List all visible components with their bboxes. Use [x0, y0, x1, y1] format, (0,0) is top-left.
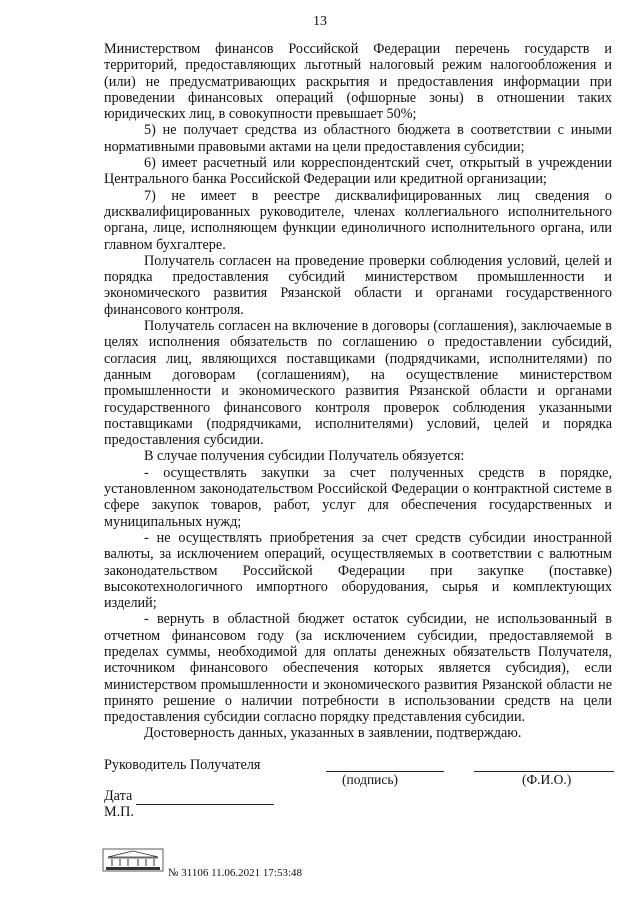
paragraph: - вернуть в областной бюджет остаток субсидии, не использованный в отчетном финансовом году (за исключением субсидии, предоставляемой в пределах суммы, необходимой для оплаты денежных обязательств Получателя, источником финансового обеспечения которых является субсидия), если министерством промышленности и экономического развития Рязанской области не принято решение о наличии потребности в использовании средств на цели предоставления субсидии согласно порядку представления субсидии. — [104, 611, 612, 726]
date-label: Дата — [104, 788, 133, 804]
document-stamp: № 31106 11.06.2021 17:53:48 — [168, 867, 303, 879]
paragraph: Получатель согласен на проведение проверки соблюдения условий, целей и порядка предоставления субсидий министерством промышленности и экономического развития Рязанской области и органами государственного финансового контроля. — [104, 252, 612, 318]
page-number: 13 — [313, 14, 327, 29]
fio-caption: (Ф.И.О.) — [522, 772, 572, 787]
government-building-icon — [102, 848, 164, 872]
paragraph: - не осуществлять приобретения за счет средств субсидии иностранной валюты, за исключением операций, осуществляемых в соответствии с валютным законодательством Российской Федерации при закупке (поставке) высокотехнологичного импортного оборудования, сырья и комплектующих изделий; — [104, 529, 612, 612]
signature-caption: (подпись) — [342, 772, 399, 787]
paragraph: - осуществлять закупки за счет полученных средств в порядке, установленном законодательством Российской Федерации о контрактной системе в сфере закупок товаров, работ, услуг для обеспечения государственных и муниципальных нужд; — [104, 464, 612, 530]
paragraph: 7) не имеет в реестре дисквалифицированных лиц сведения о дисквалифицированных руководителе, членах коллегиального исполнительного органа, лице, исполняющем функции единоличного исполнительного органа, или главном бухгалтере. — [104, 187, 612, 253]
paragraph: Получатель согласен на включение в договоры (соглашения), заключаемые в целях исполнения обязательств по соглашению о предоставлении субсидий, согласия лиц, являющихся поставщиками (подрядчиками, исполнителями) по данным договорам (соглашениям), на осуществление министерством промышленности и экономического развития Рязанской области и органами государственного финансового контроля проверок соблюдения указанными поставщиками (подрядчиками, исполнителями) условий, целей и порядка предоставления субсидии. — [104, 318, 612, 449]
document-body — [104, 41, 612, 742]
paragraph: Достоверность данных, указанных в заявлении, подтверждаю. — [144, 725, 522, 742]
paragraph: Министерством финансов Российской Федерации перечень государств и территорий, предоставляющих льготный налоговый режим налогообложения и (или) не предусматривающих раскрытия и предоставления информации при проведении финансовых операций (офшорные зоны) в отношении таких юридических лиц, в совокупности превышает 50%; — [104, 41, 612, 123]
footer — [102, 848, 622, 888]
date-line — [136, 792, 274, 805]
date-row — [104, 788, 274, 805]
paragraph: 6) имеет расчетный или корреспондентский счет, открытый в учреждении Центрального банка Российской Федерации или кредитной организации; — [104, 155, 612, 188]
head-label: Руководитель Получателя — [104, 757, 261, 773]
stamp-label: М.П. — [104, 804, 134, 820]
paragraph: 5) не получает средства из областного бюджета в соответствии с иными нормативными правовыми актами на цели предоставления субсидии; — [104, 122, 612, 155]
paragraph: В случае получения субсидии Получатель обязуется: — [144, 448, 465, 465]
